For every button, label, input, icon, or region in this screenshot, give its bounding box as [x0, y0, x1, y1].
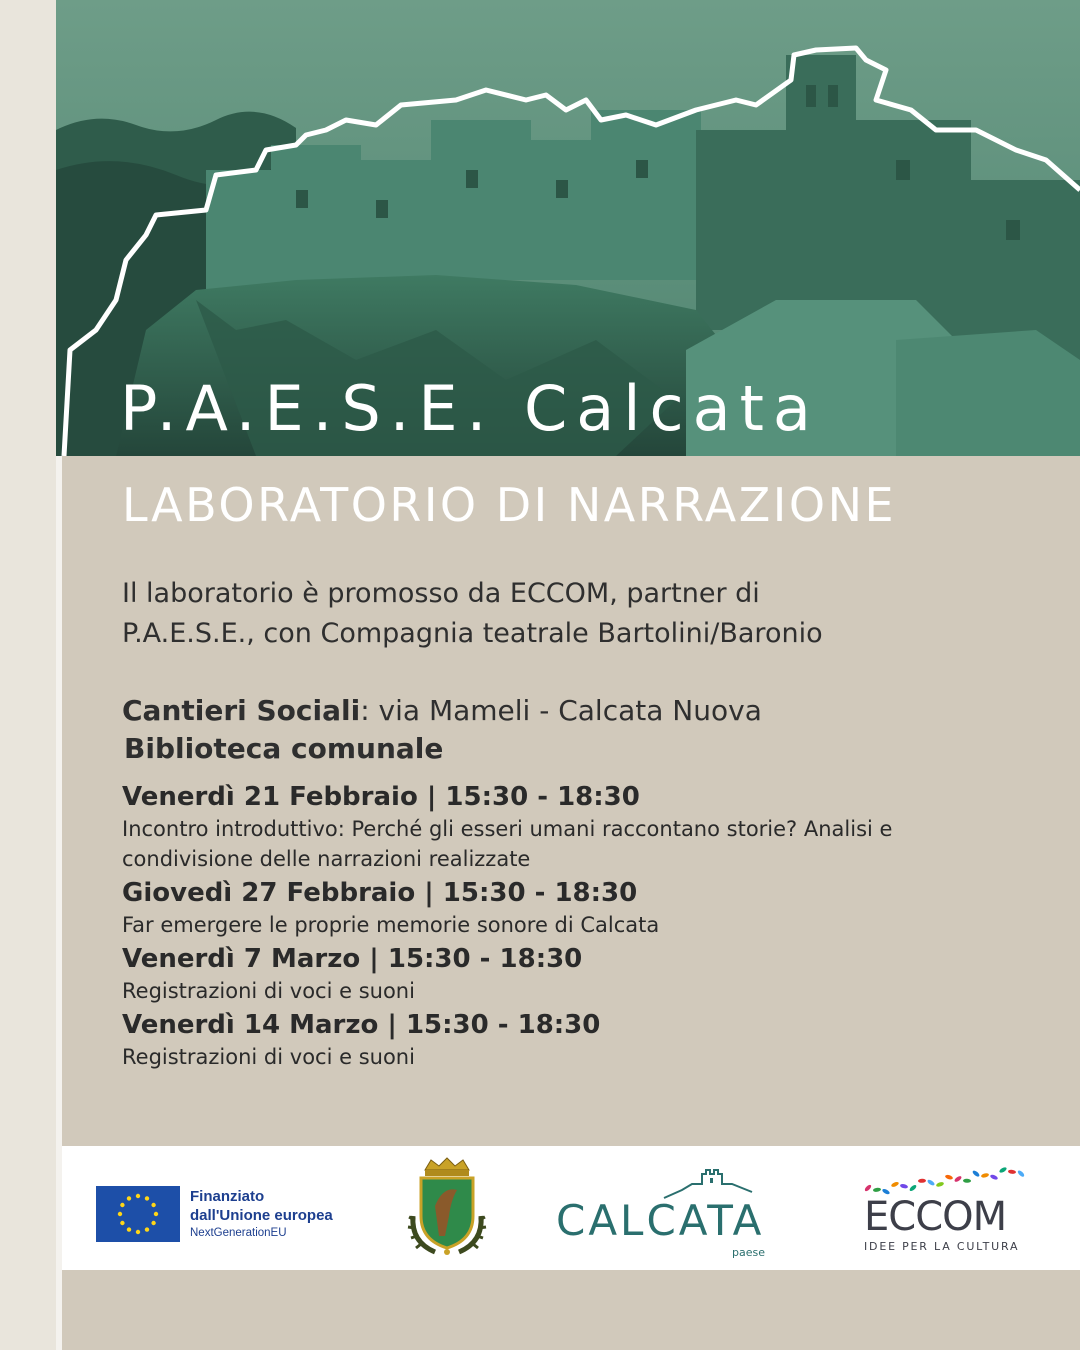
- venue-name: Cantieri Sociali: [122, 694, 361, 727]
- session-date: Venerdì 21 Febbraio | 15:30 - 18:30: [122, 782, 640, 812]
- session-date: Venerdì 7 Marzo | 15:30 - 18:30: [122, 944, 583, 974]
- intro-line-1: Il laboratorio è promosso da ECCOM, partner di: [122, 578, 760, 609]
- hero-title: P.A.E.S.E. Calcata: [120, 372, 820, 445]
- leaf-mark: [936, 1181, 945, 1187]
- session-description-line: Far emergere le proprie memorie sonore di Calcata: [122, 913, 660, 937]
- session-description-line: Registrazioni di voci e suoni: [122, 1045, 415, 1069]
- eu-funding-text: [190, 1187, 333, 1241]
- leaf-mark: [1008, 1169, 1016, 1174]
- eu-star: [127, 1196, 131, 1200]
- eccom-logo: [862, 1162, 1032, 1262]
- venue-address: : via Mameli - Calcata Nuova: [360, 694, 762, 727]
- municipal-crest-icon: [405, 1156, 489, 1258]
- leaf-mark: [900, 1183, 909, 1189]
- leaf-mark: [972, 1170, 981, 1178]
- calcata-paese-logo: [552, 1162, 784, 1266]
- intro-line-2: P.A.E.S.E., con Compagnia teatrale Bartolini/Baronio: [122, 618, 823, 649]
- eu-line-2: dall'Unione europea: [190, 1207, 333, 1224]
- eu-star: [118, 1212, 122, 1216]
- session-item: [122, 942, 1042, 1006]
- leaf-mark: [990, 1174, 999, 1181]
- eu-flag-icon: [96, 1186, 180, 1242]
- session-description-line: condivisione delle narrazioni realizzate: [122, 847, 531, 871]
- eu-star: [151, 1203, 155, 1207]
- session-date: Giovedì 27 Febbraio | 15:30 - 18:30: [122, 878, 638, 908]
- session-description: [122, 1042, 1042, 1072]
- eu-star: [120, 1203, 124, 1207]
- calcata-subtext: paese: [732, 1246, 765, 1259]
- bottom-band: [62, 1270, 1080, 1350]
- eccom-tagline: IDEE PER LA CULTURA: [864, 1240, 1020, 1253]
- session-list: [122, 780, 1042, 1074]
- eu-star: [145, 1196, 149, 1200]
- session-description: [122, 814, 1042, 874]
- eu-star: [151, 1221, 155, 1225]
- venue-info: [122, 692, 1022, 768]
- leaf-mark: [981, 1172, 990, 1178]
- page-subtitle: LABORATORIO DI NARRAZIONE: [122, 478, 897, 532]
- leaf-mark: [864, 1184, 872, 1192]
- session-item: [122, 876, 1042, 940]
- eu-line-1: Finanziato: [190, 1188, 265, 1205]
- venue-library: Biblioteca comunale: [124, 732, 444, 765]
- session-item: [122, 1008, 1042, 1072]
- eu-funding-logo: [96, 1186, 333, 1242]
- eu-line-3: NextGenerationEU: [190, 1227, 287, 1239]
- leaf-mark: [945, 1174, 954, 1180]
- leaf-mark: [927, 1179, 936, 1187]
- session-description-line: Registrazioni di voci e suoni: [122, 979, 415, 1003]
- leaf-mark: [999, 1166, 1008, 1173]
- leaf-mark: [954, 1175, 963, 1183]
- session-description-line: Incontro introduttivo: Perché gli esseri umani raccontano storie? Analisi e: [122, 817, 893, 841]
- leaf-mark: [963, 1179, 971, 1183]
- session-date: Venerdì 14 Marzo | 15:30 - 18:30: [122, 1010, 601, 1040]
- eu-star: [136, 1194, 140, 1198]
- calcata-wordmark: CALCATA: [556, 1196, 765, 1245]
- eu-star: [120, 1221, 124, 1225]
- leaves-icon: [862, 1162, 1032, 1196]
- eu-star: [127, 1227, 131, 1231]
- eccom-wordmark: ECCOM: [864, 1194, 1007, 1240]
- session-item: [122, 780, 1042, 874]
- leaf-mark: [891, 1181, 900, 1188]
- leaf-mark: [1017, 1169, 1026, 1177]
- session-description: [122, 910, 1042, 940]
- eu-star: [154, 1212, 158, 1216]
- eu-star: [136, 1230, 140, 1234]
- intro-paragraph: [122, 574, 1022, 654]
- leaf-mark: [909, 1184, 918, 1192]
- eu-star: [145, 1227, 149, 1231]
- leaf-mark: [873, 1187, 881, 1192]
- session-description: [122, 976, 1042, 1006]
- leaf-mark: [918, 1179, 926, 1183]
- left-margin-strip: [0, 0, 56, 1350]
